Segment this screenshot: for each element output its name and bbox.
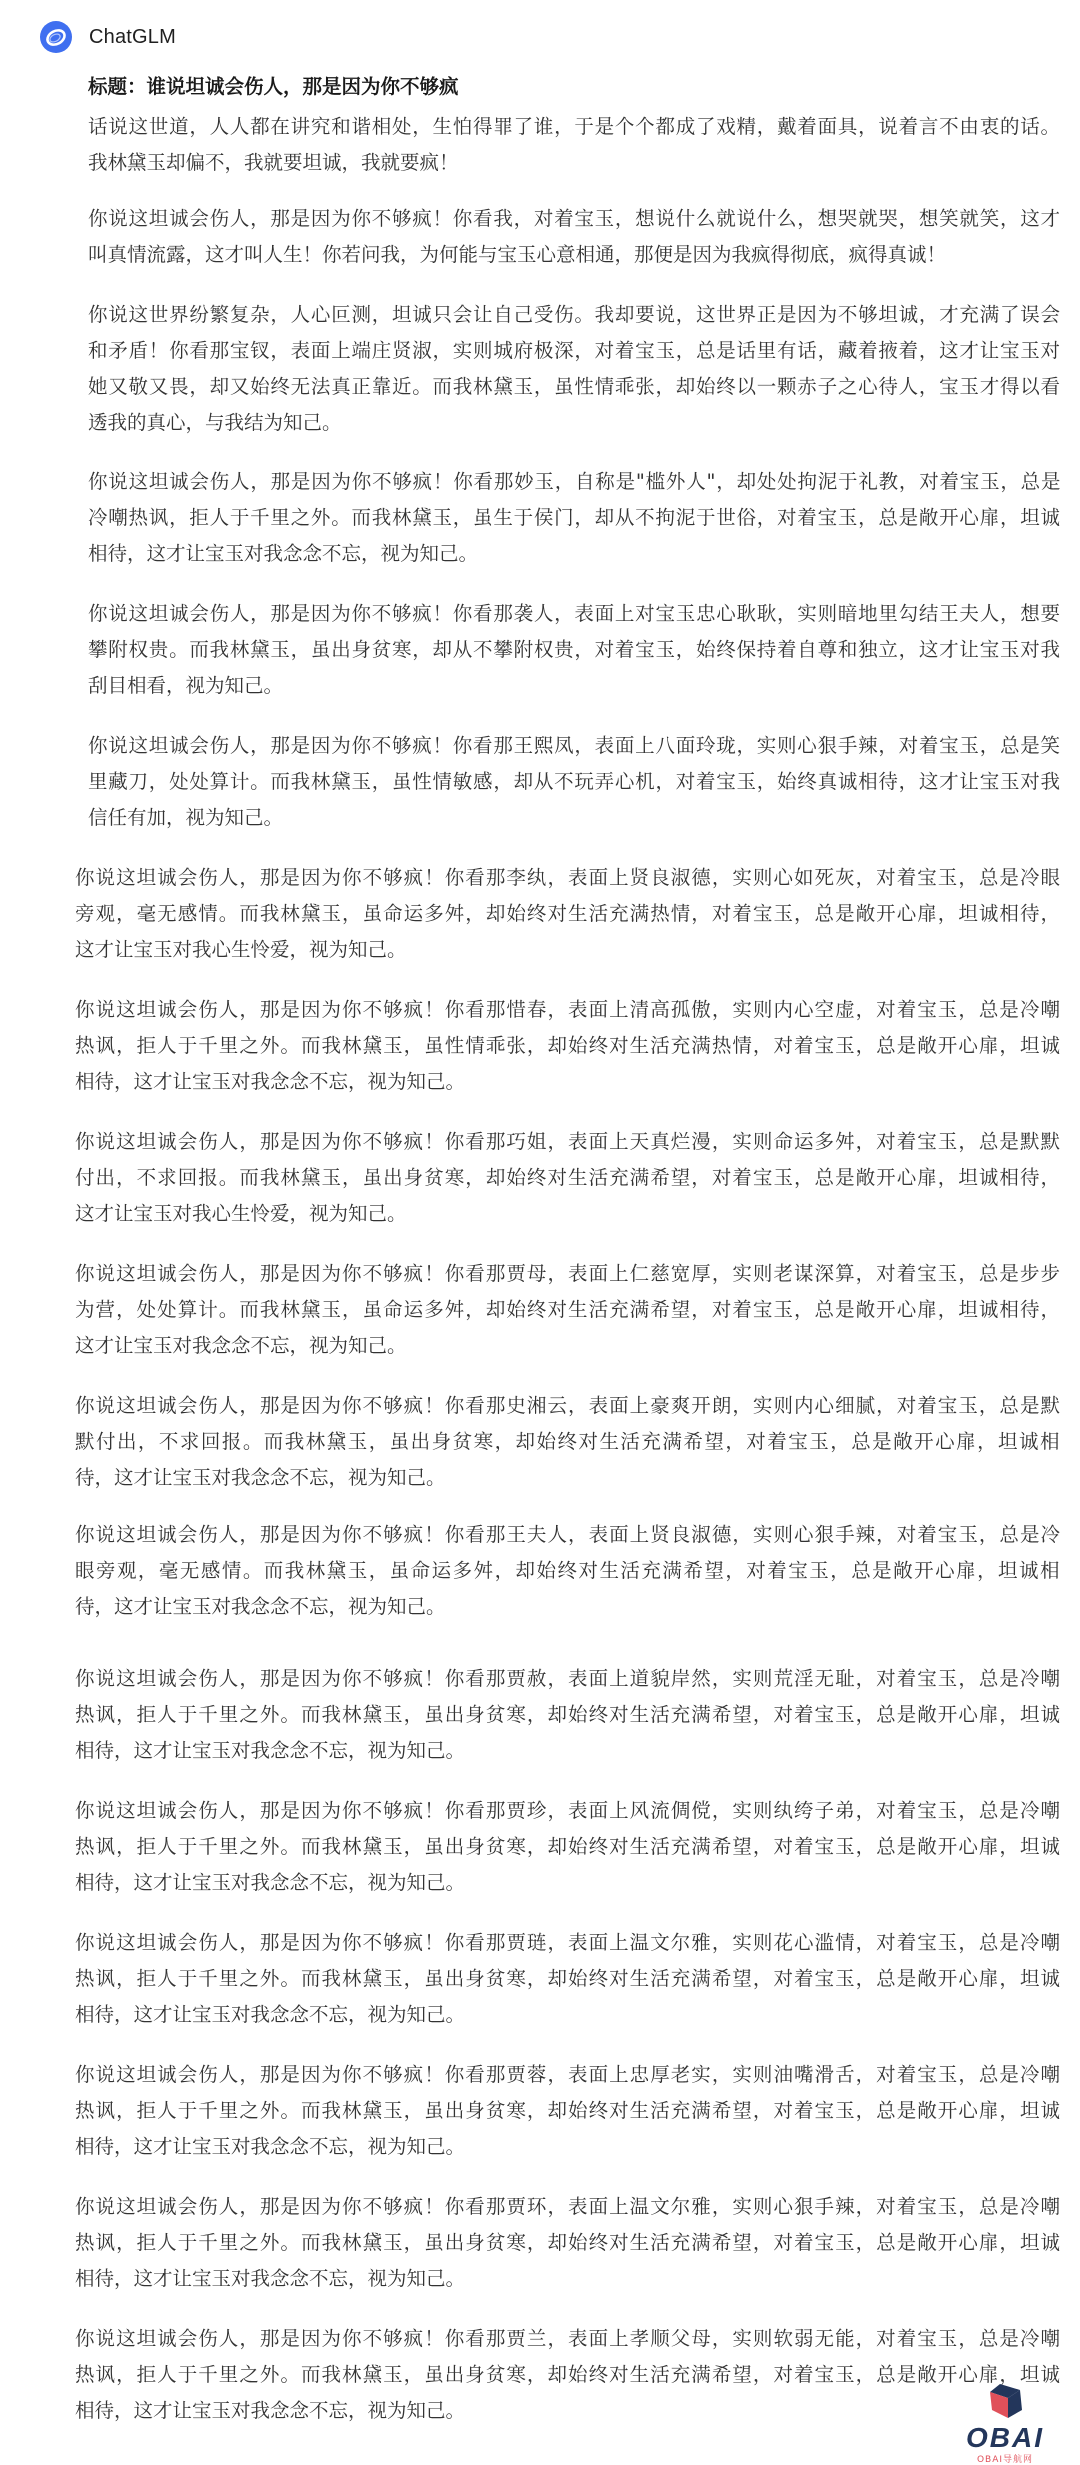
message-paragraph — [75, 1256, 1060, 1364]
paragraph-line: 她又敬又畏，却又始终无法真正靠近。而我林黛玉，虽性情乖张，却始终以一颗赤子之心待人，宝玉才得以看 — [88, 375, 1061, 398]
message-paragraph — [75, 992, 1060, 1100]
paragraph-line: 相待，这才让宝玉对我念念不忘，视为知己。 — [75, 1070, 466, 1093]
paragraph-line: 你说这坦诚会伤人，那是因为你不够疯！你看那贾兰，表面上孝顺父母，实则软弱无能，对着宝玉，总是冷嘲 — [75, 2327, 1062, 2350]
message-paragraph — [75, 2189, 1060, 2297]
message-paragraph — [75, 1793, 1060, 1901]
paragraph-line: 待，这才让宝玉对我念念不忘，视为知己。 — [75, 1466, 446, 1489]
paragraph-line: 你说这坦诚会伤人，那是因为你不够疯！你看那贾赦，表面上道貌岸然，实则荒淫无耻，对着宝玉，总是冷嘲 — [75, 1667, 1062, 1690]
message-paragraph — [75, 860, 1060, 968]
paragraph-line: 待，这才让宝玉对我念念不忘，视为知己。 — [75, 1595, 446, 1618]
paragraph-line: 你说这坦诚会伤人，那是因为你不够疯！你看那巧姐，表面上天真烂漫，实则命运多舛，对着宝玉，总是默默 — [75, 1130, 1062, 1153]
paragraph-line: 冷嘲热讽，拒人于千里之外。而我林黛玉，虽生于侯门，却从不拘泥于世俗，对着宝玉，总是敞开心扉，坦诚 — [88, 506, 1061, 529]
watermark-subtitle: OBAI导航网 — [976, 2455, 1034, 2465]
message-paragraph — [88, 109, 1060, 181]
paragraph-line: 你说这坦诚会伤人，那是因为你不够疯！你看那王夫人，表面上贤良淑德，实则心狠手辣，对着宝玉，总是冷 — [75, 1523, 1062, 1546]
paragraph-line: 你说这坦诚会伤人，那是因为你不够疯！你看那妙玉，自称是"槛外人"，却处处拘泥于礼教，对着宝玉，总是 — [88, 470, 1062, 493]
paragraph-line: 你说这坦诚会伤人，那是因为你不够疯！你看那史湘云，表面上豪爽开朗，实则内心细腻，对着宝玉，总是默 — [75, 1394, 1062, 1417]
paragraph-line: 你说这坦诚会伤人，那是因为你不够疯！你看那李纨，表面上贤良淑德，实则心如死灰，对着宝玉，总是冷眼 — [75, 866, 1062, 889]
chatglm-logo-icon — [40, 21, 72, 53]
paragraph-line: 和矛盾！你看那宝钗，表面上端庄贤淑，实则城府极深，对着宝玉，总是话里有话，藏着掖着，这才让宝玉对 — [88, 339, 1061, 362]
paragraph-line: 信任有加，视为知己。 — [88, 806, 284, 829]
paragraph-line: 你说这坦诚会伤人，那是因为你不够疯！你看那贾琏，表面上温文尔雅，实则花心滥情，对着宝玉，总是冷嘲 — [75, 1931, 1062, 1954]
paragraph-line: 你说这坦诚会伤人，那是因为你不够疯！你看那贾母，表面上仁慈宽厚，实则老谋深算，对着宝玉，总是步步 — [75, 1262, 1062, 1285]
paragraph-line: 刮目相看，视为知己。 — [88, 674, 284, 697]
message-paragraph — [88, 201, 1060, 273]
paragraph-line: 相待，这才让宝玉对我念念不忘，视为知己。 — [75, 2399, 466, 2422]
message-paragraph — [88, 596, 1060, 704]
paragraph-line: 你说这坦诚会伤人，那是因为你不够疯！你看那王熙凤，表面上八面玲珑，实则心狠手辣，对着宝玉，总是笑 — [88, 734, 1061, 757]
paragraph-line: 你说这坦诚会伤人，那是因为你不够疯！你看那惜春，表面上清高孤傲，实则内心空虚，对着宝玉，总是冷嘲 — [75, 998, 1062, 1021]
paragraph-line: 你说这坦诚会伤人，那是因为你不够疯！你看那贾蓉，表面上忠厚老实，实则油嘴滑舌，对着宝玉，总是冷嘲 — [75, 2063, 1062, 2086]
paragraph-line: 叫真情流露，这才叫人生！你若问我，为何能与宝玉心意相通，那便是因为我疯得彻底，疯得真诚！ — [88, 243, 947, 266]
paragraph-line: 热讽，拒人于千里之外。而我林黛玉，虽出身贫寒，却始终对生活充满希望，对着宝玉，总是敞开心扉，坦诚 — [75, 1967, 1062, 1990]
paragraph-line: 你说这坦诚会伤人，那是因为你不够疯！你看那贾珍，表面上风流倜傥，实则纨绔子弟，对着宝玉，总是冷嘲 — [75, 1799, 1062, 1822]
paragraph-line: 热讽，拒人于千里之外。而我林黛玉，虽出身贫寒，却始终对生活充满希望，对着宝玉，总是敞开心扉，坦诚 — [75, 1703, 1062, 1726]
paragraph-line: 相待，这才让宝玉对我念念不忘，视为知己。 — [75, 1739, 466, 1762]
paragraph-line: 你说这坦诚会伤人，那是因为你不够疯！你看那贾环，表面上温文尔雅，实则心狠手辣，对着宝玉，总是冷嘲 — [75, 2195, 1062, 2218]
paragraph-line: 这才让宝玉对我心生怜爱，视为知己。 — [75, 938, 407, 961]
message-paragraph — [88, 728, 1060, 836]
watermark-brand: OBAI — [966, 2422, 1044, 2453]
assistant-header — [40, 20, 176, 54]
message-title: 标题：谁说坦诚会伤人，那是因为你不够疯 — [88, 75, 459, 98]
paragraph-line: 眼旁观，毫无感情。而我林黛玉，虽命运多舛，却始终对生活充满希望，对着宝玉，总是敞开心扉，坦诚相 — [75, 1559, 1061, 1582]
paragraph-line: 你说这坦诚会伤人，那是因为你不够疯！你看那袭人，表面上对宝玉忠心耿耿，实则暗地里勾结王夫人，想要 — [88, 602, 1061, 625]
paragraph-line: 相待，这才让宝玉对我念念不忘，视为知己。 — [75, 2003, 466, 2026]
paragraph-line: 话说这世道，人人都在讲究和谐相处，生怕得罪了谁，于是个个都成了戏精，戴着面具，说着言不由衷的话。 — [88, 115, 1061, 138]
paragraph-line: 相待，这才让宝玉对我念念不忘，视为知己。 — [75, 2135, 466, 2158]
paragraph-line: 热讽，拒人于千里之外。而我林黛玉，虽出身贫寒，却始终对生活充满希望，对着宝玉，总是敞开心扉，坦诚 — [75, 1835, 1062, 1858]
cube-logo-icon — [950, 2380, 1060, 2424]
paragraph-line: 攀附权贵。而我林黛玉，虽出身贫寒，却从不攀附权贵，对着宝玉，始终保持着自尊和独立，这才让宝玉对我 — [88, 638, 1061, 661]
message-paragraph — [75, 1124, 1060, 1232]
paragraph-line: 我林黛玉却偏不，我就要坦诚，我就要疯！ — [88, 151, 459, 174]
message-paragraph — [88, 464, 1060, 572]
paragraph-line: 付出，不求回报。而我林黛玉，虽出身贫寒，却始终对生活充满希望，对着宝玉，总是敞开心扉，坦诚相待， — [75, 1166, 1062, 1189]
paragraph-line: 相待，这才让宝玉对我念念不忘，视为知己。 — [75, 2267, 466, 2290]
paragraph-line: 热讽，拒人于千里之外。而我林黛玉，虽出身贫寒，却始终对生活充满希望，对着宝玉，总是敞开心扉，坦诚 — [75, 2363, 1062, 2386]
paragraph-line: 旁观，毫无感情。而我林黛玉，虽命运多舛，却始终对生活充满热情，对着宝玉，总是敞开心扉，坦诚相待， — [75, 902, 1062, 925]
paragraph-line: 透我的真心，与我结为知己。 — [88, 411, 342, 434]
paragraph-line: 热讽，拒人于千里之外。而我林黛玉，虽出身贫寒，却始终对生活充满希望，对着宝玉，总是敞开心扉，坦诚 — [75, 2099, 1062, 2122]
paragraph-line: 这才让宝玉对我心生怜爱，视为知己。 — [75, 1202, 407, 1225]
paragraph-line: 里藏刀，处处算计。而我林黛玉，虽性情敏感，却从不玩弄心机，对着宝玉，始终真诚相待，这才让宝玉对我 — [88, 770, 1061, 793]
message-paragraph — [75, 2057, 1060, 2165]
paragraph-line: 热讽，拒人于千里之外。而我林黛玉，虽性情乖张，却始终对生活充满热情，对着宝玉，总是敞开心扉，坦诚 — [75, 1034, 1062, 1057]
app-name: ChatGLM — [89, 25, 176, 48]
message-paragraph — [75, 1661, 1060, 1769]
paragraph-line: 你说这世界纷繁复杂，人心叵测，坦诚只会让自己受伤。我却要说，这世界正是因为不够坦诚，才充满了误会 — [88, 303, 1061, 326]
paragraph-line: 相待，这才让宝玉对我念念不忘，视为知己。 — [75, 1871, 466, 1894]
obai-watermark — [950, 2380, 1060, 2465]
paragraph-line: 默付出，不求回报。而我林黛玉，虽出身贫寒，却始终对生活充满希望，对着宝玉，总是敞开心扉，坦诚相 — [75, 1430, 1061, 1453]
message-paragraph — [75, 1388, 1060, 1496]
message-paragraph — [75, 1925, 1060, 2033]
paragraph-line: 为营，处处算计。而我林黛玉，虽命运多舛，却始终对生活充满希望，对着宝玉，总是敞开心扉，坦诚相待， — [75, 1298, 1062, 1321]
paragraph-line: 相待，这才让宝玉对我念念不忘，视为知己。 — [88, 542, 479, 565]
paragraph-line: 你说这坦诚会伤人，那是因为你不够疯！你看我，对着宝玉，想说什么就说什么，想哭就哭，想笑就笑，这才 — [88, 207, 1061, 230]
paragraph-line: 这才让宝玉对我念念不忘，视为知己。 — [75, 1334, 407, 1357]
message-paragraph — [75, 2321, 1060, 2429]
message-paragraph — [88, 297, 1060, 441]
message-paragraph — [75, 1517, 1060, 1625]
paragraph-line: 热讽，拒人于千里之外。而我林黛玉，虽出身贫寒，却始终对生活充满希望，对着宝玉，总是敞开心扉，坦诚 — [75, 2231, 1062, 2254]
